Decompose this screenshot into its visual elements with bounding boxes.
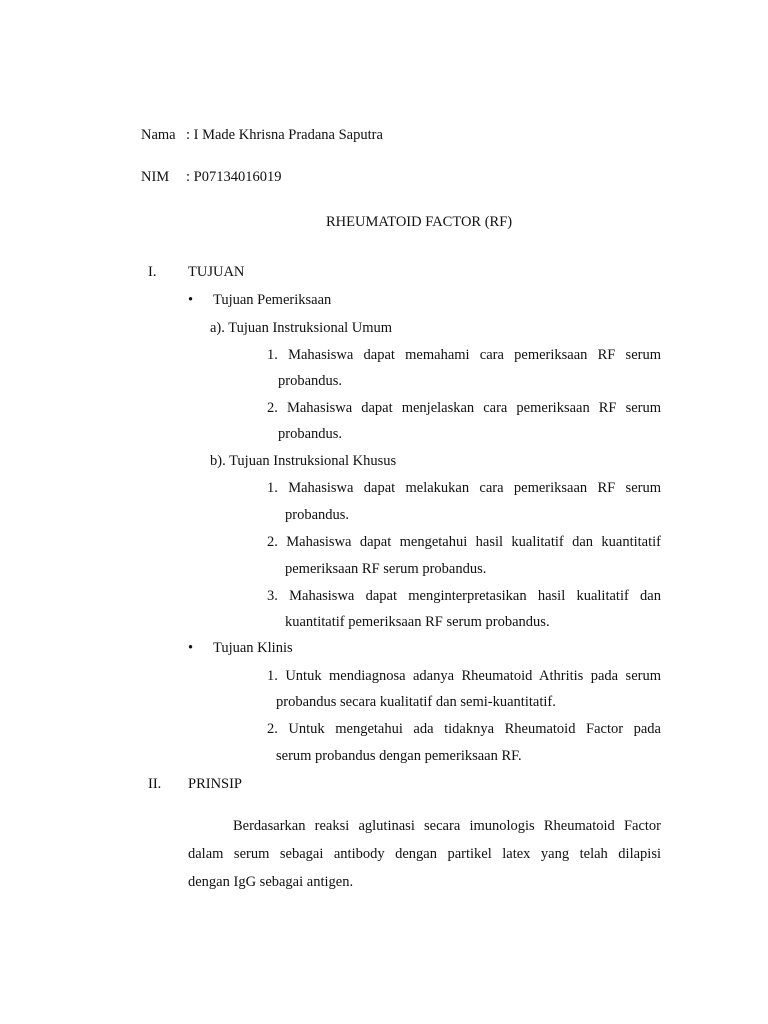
bullet-label: Tujuan Pemeriksaan <box>213 292 332 308</box>
nim-label: NIM <box>141 169 170 185</box>
list-item-cont: kuantitatif pemeriksaan RF serum probandus. <box>285 614 550 630</box>
sub-label: b). Tujuan Instruksional Khusus <box>210 453 397 469</box>
section-numeral: I. <box>148 264 157 280</box>
list-item: 1. Untuk mendiagnosa adanya Rheumatoid Athritis pada serum <box>267 668 661 684</box>
section-heading: TUJUAN <box>188 264 245 280</box>
list-item: 2. Mahasiswa dapat mengetahui hasil kualitatif dan kuantitatif <box>267 534 661 550</box>
document-title: RHEUMATOID FACTOR (RF) <box>326 214 513 230</box>
list-item-cont: pemeriksaan RF serum probandus. <box>285 561 487 577</box>
list-item: 1. Mahasiswa dapat melakukan cara pemeriksaan RF serum <box>267 480 661 496</box>
nama-value: : I Made Khrisna Pradana Saputra <box>186 127 383 143</box>
list-item-cont: probandus secara kualitatif dan semi-kuantitatif. <box>276 694 556 710</box>
section-heading: PRINSIP <box>188 776 242 792</box>
nim-value: : P07134016019 <box>186 169 282 185</box>
list-item-cont: probandus. <box>278 373 343 389</box>
paragraph-line: Berdasarkan reaksi aglutinasi secara imunologis Rheumatoid Factor <box>233 818 661 834</box>
bullet-icon: • <box>188 640 194 656</box>
list-item-cont: probandus. <box>285 507 350 523</box>
paragraph-line: dengan IgG sebagai antigen. <box>188 874 354 890</box>
list-item-cont: serum probandus dengan pemeriksaan RF. <box>276 748 522 764</box>
nama-label: Nama <box>141 127 176 143</box>
list-item: 2. Untuk mengetahui ada tidaknya Rheumatoid Factor pada <box>267 721 661 737</box>
list-item: 3. Mahasiswa dapat menginterpretasikan hasil kualitatif dan <box>267 588 661 604</box>
list-item-cont: probandus. <box>278 426 343 442</box>
bullet-label: Tujuan Klinis <box>213 640 293 656</box>
list-item: 1. Mahasiswa dapat memahami cara pemeriksaan RF serum <box>267 347 661 363</box>
paragraph-line: dalam serum sebagai antibody dengan partikel latex yang telah dilapisi <box>188 846 661 862</box>
section-numeral: II. <box>148 776 162 792</box>
sub-label: a). Tujuan Instruksional Umum <box>210 320 393 336</box>
list-item: 2. Mahasiswa dapat menjelaskan cara pemeriksaan RF serum <box>267 400 661 416</box>
bullet-icon: • <box>188 292 194 308</box>
